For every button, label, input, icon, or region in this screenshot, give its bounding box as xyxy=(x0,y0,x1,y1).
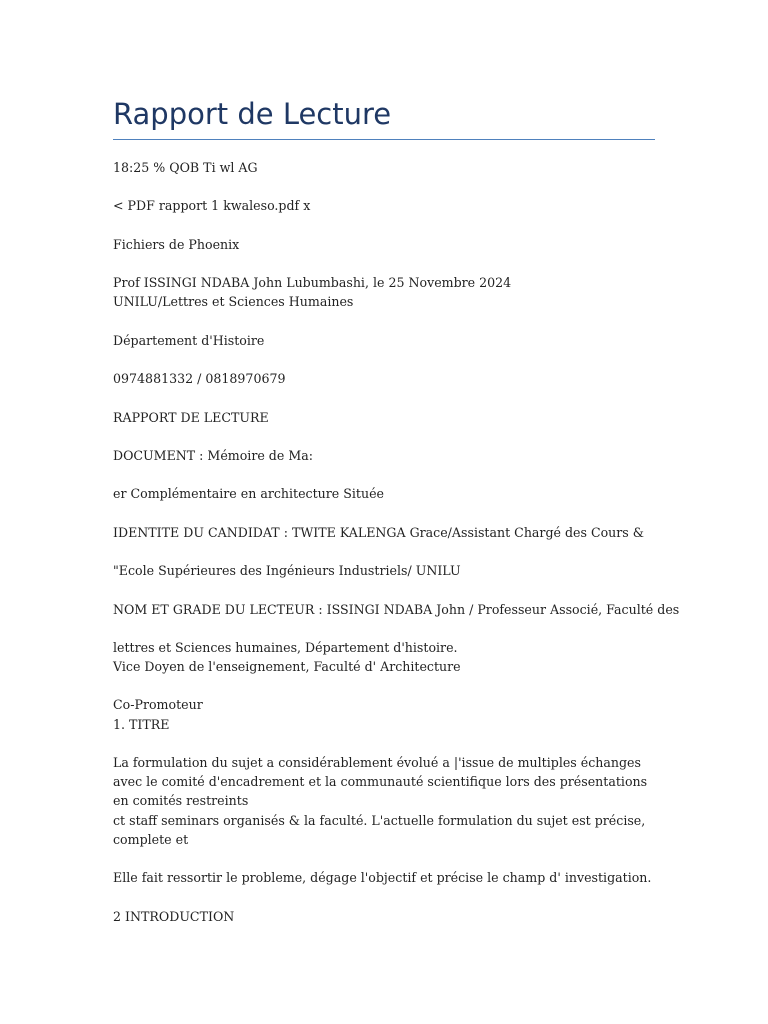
paragraph-line: lettres et Sciences humaines, Département d'histoire. xyxy=(113,639,458,655)
paragraph-line: Co-Promoteur xyxy=(113,697,203,713)
document-paragraph xyxy=(113,695,655,733)
document-title: Rapport de Lecture xyxy=(113,97,392,131)
document-paragraph xyxy=(113,369,655,388)
paragraph-line: < PDF rapport 1 kwaleso.pdf x xyxy=(113,198,311,214)
paragraph-line: UNILU/Lettres et Sciences Humaines xyxy=(113,294,354,310)
paragraph-line: DOCUMENT : Mémoire de Ma: xyxy=(113,447,313,463)
paragraph-line: IDENTITE DU CANDIDAT : TWITE KALENGA Grace/Assistant Chargé des Cours & xyxy=(113,524,644,540)
document-paragraph xyxy=(113,638,655,676)
document-paragraph xyxy=(113,600,680,619)
document-paragraph xyxy=(113,484,655,503)
paragraph-line: Elle fait ressortir le probleme, dégage l'objectif et précise le champ d' investigation. xyxy=(113,870,652,886)
paragraph-line: er Complémentaire en architecture Située xyxy=(113,486,384,502)
document-paragraph xyxy=(113,408,655,427)
paragraph-line: Fichiers de Phoenix xyxy=(113,236,240,252)
document-paragraph xyxy=(113,907,655,926)
paragraph-line: 18:25 % QOB Ti wl AG xyxy=(113,160,258,175)
title-underline-divider xyxy=(113,139,655,140)
paragraph-line: NOM ET GRADE DU LECTEUR : ISSINGI NDABA John / Professeur Associé, Faculté des xyxy=(113,601,680,617)
paragraph-line: 2 INTRODUCTION xyxy=(113,908,235,924)
document-paragraph xyxy=(113,158,655,177)
document-paragraph xyxy=(113,196,655,215)
paragraph-line: ct staff seminars organisés & la faculté. L'actuelle formulation du sujet est précise, complete et xyxy=(113,812,646,847)
document-paragraph xyxy=(113,523,655,542)
document-body xyxy=(113,158,680,945)
paragraph-line: Département d'Histoire xyxy=(113,332,265,348)
paragraph-line: Vice Doyen de l'enseignement, Faculté d' Architecture xyxy=(113,659,461,675)
paragraph-line: RAPPORT DE LECTURE xyxy=(113,409,269,425)
document-paragraph xyxy=(113,273,655,311)
document-paragraph xyxy=(113,868,655,887)
document-paragraph xyxy=(113,753,655,849)
paragraph-line: "Ecole Supérieures des Ingénieurs Industriels/ UNILU xyxy=(113,563,461,579)
document-paragraph xyxy=(113,235,655,254)
document-paragraph xyxy=(113,446,655,465)
paragraph-line: Prof ISSINGI NDABA John Lubumbashi, le 25 Novembre 2024 xyxy=(113,275,512,291)
paragraph-line: La formulation du sujet a considérablement évolué a |'issue de multiples échanges avec le comité d'encadrement et la communauté scientifique lors des présentations en comités restreints xyxy=(113,755,648,809)
document-paragraph xyxy=(113,561,655,580)
paragraph-line: 0974881332 / 0818970679 xyxy=(113,371,286,387)
document-paragraph xyxy=(113,331,655,350)
paragraph-line: 1. TITRE xyxy=(113,716,170,732)
